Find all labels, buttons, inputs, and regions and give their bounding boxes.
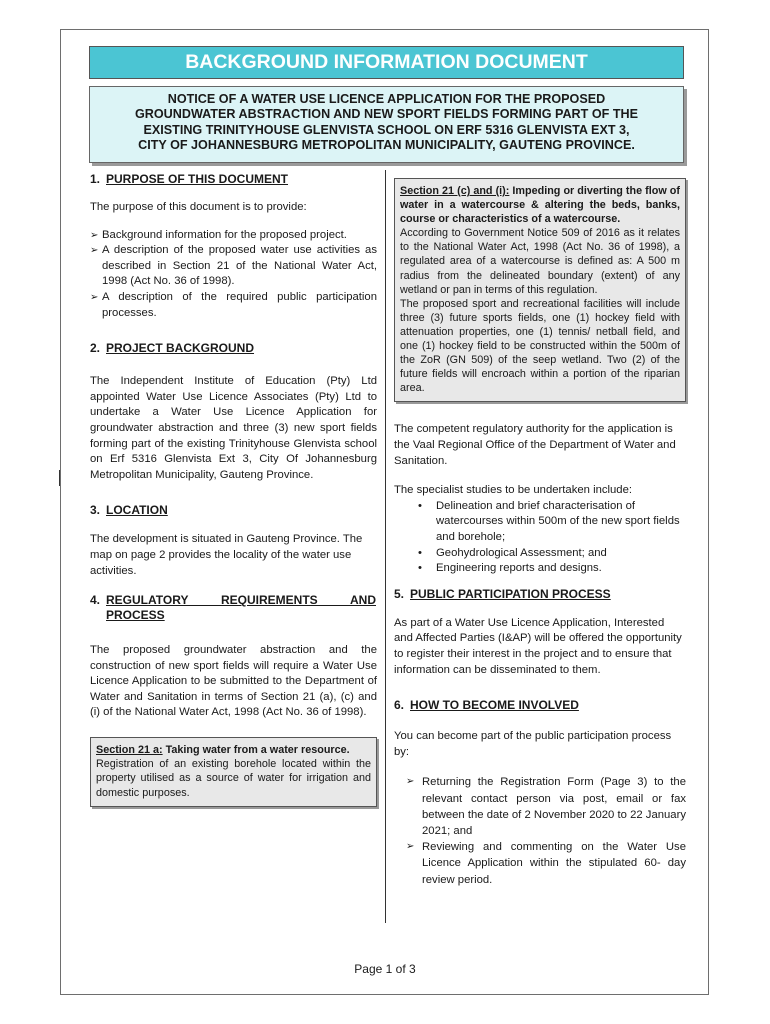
arrow-bullet-icon: ➢	[90, 291, 99, 303]
section-21ci-text: According to Government Notice 509 of 2016 as it relates to the National Water Act, 1998 (Act No. 36 of 1998), a regulated area of a watercourse is defined as: A 500 m radius from the delineated boundary (extent) of any wetland or pan in terms of this regulation.	[400, 227, 680, 296]
regulatory-text: The proposed groundwater abstraction and the construction of new sport fields will require a Water Use Licence Application to be submitted to the Department of Water and Sanitation in terms of Section 21 (a), (c) and (i) of the National Water Act, 1998 (Act No. 36 of 1998).	[90, 644, 377, 719]
notice-line: GROUNDWATER ABSTRACTION AND NEW SPORT FIELDS FORMING PART OF THE	[134, 107, 639, 122]
participation-text: As part of a Water Use Licence Application, Interested and Affected Parties (I&AP) will be offered the opportunity to register their interest in the project and to ensure that information can be disseminated to them.	[394, 616, 682, 676]
involved-intro: You can become part of the public participation process by:	[394, 730, 672, 758]
left-column	[90, 172, 377, 807]
document-title: BACKGROUND INFORMATION DOCUMENT	[185, 51, 588, 73]
list-item: ➢ A description of the required public participation processes.	[90, 290, 377, 319]
section-heading-participation: 5. PUBLIC PARTICIPATION PROCESS	[394, 586, 611, 601]
arrow-bullet-icon: ➢	[90, 229, 99, 241]
section-21a-box: Section 21 a: Taking water from a water resource. Registration of an existing borehole located within the property utilised as a source of water for irrigation and domestic purposes.	[90, 737, 377, 807]
section-21ci-text: The proposed sport and recreational facilities will include three (3) future sports fields, one (1) hockey field with attenuation properties, one (1) tennis/ netball field, and one (1) hockey field to be constructed within the 500m of the ZoR (GN 509) of the seep wetland. Two (2) of the future fields will encroach within a portion of the riparian area.	[400, 297, 680, 395]
section-heading-regulatory: 4. REGULATORY REQUIREMENTS AND PROCESS	[90, 593, 376, 623]
section-21a-text: Registration of an existing borehole located within the property utilised as a source of water for irrigation and domestic purposes.	[96, 758, 371, 799]
list-item: ➢ Returning the Registration Form (Page 3) to the relevant contact person via post, email or fax between the date of 2 November 2020 to 22 January 2021; and	[406, 776, 686, 837]
notice-line: EXISTING TRINITYHOUSE GLENVISTA SCHOOL ON ERF 5316 GLENVISTA EXT 3,	[143, 122, 630, 137]
list-item: • Geohydrological Assessment; and	[436, 546, 686, 562]
list-item: ➢ Reviewing and commenting on the Water Use Licence Application within the stipulated 60- day review period.	[406, 841, 686, 886]
section-21ci-box: Section 21 (c) and (i): Impeding or diverting the flow of water in a watercourse & altering the beds, banks, course or characteristics of a watercourse. According to Government Notice 509 of 2016 as it relates to the National Water Act, 1998 (Act No. 36 of 1998), a regulated area of a watercourse is defined as: A 500 m radius from the delineated boundary (extent) of any wetland or pan in terms of this regulation. The proposed sport and recreational facilities will include three (3) future sports fields, one (1) hockey field with attenuation properties, one (1) tennis/ netball field, and one (1) hockey field to be constructed within the 500m of the ZoR (GN 509) of the seep wetland. Two (2) of the future fields will encroach within a portion of the riparian area.	[394, 178, 686, 402]
location-text: The development is situated in Gauteng Province. The map on page 2 provides the locality of the water use activities.	[90, 533, 363, 577]
section-heading-purpose: 1. PURPOSE OF THIS DOCUMENT	[90, 172, 289, 186]
arrow-bullet-icon: ➢	[406, 841, 415, 853]
notice-line: CITY OF JOHANNESBURG METROPOLITAN MUNICIPALITY, GAUTENG PROVINCE.	[138, 138, 635, 153]
purpose-list	[90, 228, 377, 322]
arrow-bullet-icon: ➢	[406, 776, 415, 788]
bullet-icon: •	[418, 499, 422, 512]
involved-list	[394, 774, 686, 887]
background-text: The Independent Institute of Education (Pty) Ltd appointed Water Use Licence Associates (Pty) Ltd to undertake a Water Use Licence Application for groundwater abstraction and three (3) new sport fields forming part of the existing Trinityhouse Glenvista school on Erf 5316 Glenvista Ext 3, City Of Johannesburg Metropolitan Municipality, Gauteng Province.	[90, 375, 377, 481]
notice-box	[89, 86, 684, 163]
list-item: • Engineering reports and designs.	[436, 561, 686, 577]
list-item: ➢ A description of the proposed water use activities as described in Section 21 of the National Water Act, 1998 (Act No. 36 of 1998).	[90, 244, 377, 288]
purpose-intro: The purpose of this document is to provide:	[90, 201, 307, 213]
page-number: Page 1 of 3	[354, 962, 416, 976]
column-divider	[385, 170, 386, 923]
bullet-icon: •	[418, 546, 422, 559]
bullet-icon: •	[418, 562, 422, 575]
right-column	[394, 178, 686, 888]
document-title-banner	[89, 46, 684, 79]
list-item: • Delineation and brief characterisation of watercourses within 500m of the new sport fields and borehole;	[418, 499, 680, 543]
section-heading-involved: 6. HOW TO BECOME INVOLVED	[394, 698, 579, 713]
section-heading-background: 2. PROJECT BACKGROUND	[90, 341, 255, 356]
text-cursor	[59, 470, 60, 486]
section-heading-location: 3. LOCATION	[90, 503, 168, 518]
studies-list	[394, 499, 686, 577]
notice-line: NOTICE OF A WATER USE LICENCE APPLICATION FOR THE PROPOSED	[167, 92, 606, 106]
arrow-bullet-icon: ➢	[90, 245, 99, 257]
authority-text: The competent regulatory authority for the application is the Vaal Regional Office of the Department of Water and Sanitation.	[394, 423, 676, 467]
studies-intro: The specialist studies to be undertaken include:	[394, 484, 633, 497]
list-item: ➢ Background information for the proposed project.	[90, 228, 377, 244]
